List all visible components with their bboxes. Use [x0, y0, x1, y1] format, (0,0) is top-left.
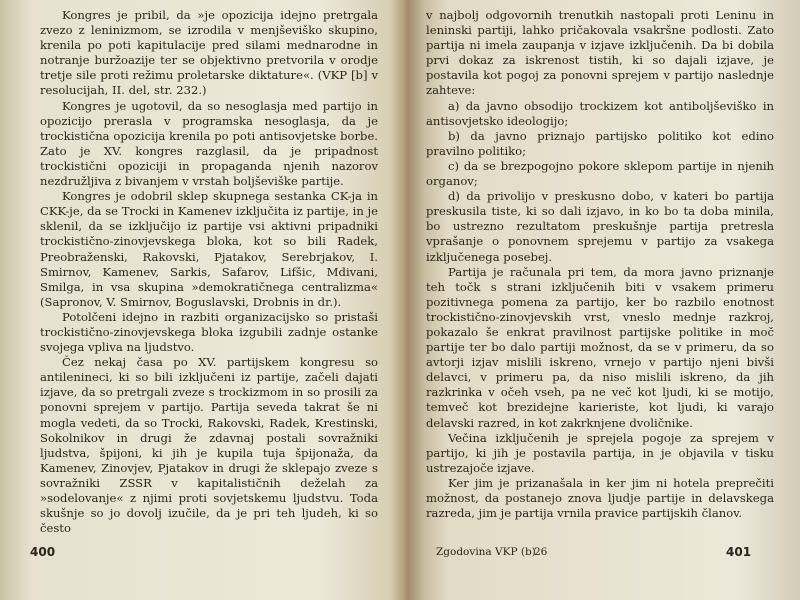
left-page	[40, 8, 378, 593]
list-item: c) da se brezpogojno pokore sklepom partije in njenih organov;	[426, 158, 774, 189]
continued-paragraph: v najbolj odgovornih trenutkih nastopali proti Leninu in leninski partiji, lahko pričakovala vsakršne podlosti. Zato partija ni imela zaupanja v izjave izključenih. Da bi dobila prvi dokaz za iskrenost tistih, ki so dajali izjave, je postavila kot pogoj za ponovni sprejem v partijo naslednje zahteve:	[426, 8, 774, 98]
signature-number: 26	[534, 546, 548, 558]
right-page	[426, 8, 774, 593]
paragraph: Večina izključenih je sprejela pogoje za sprejem v partijo, ki jih je postavila partija, in je objavila v tisku ustrezajoče izjave.	[426, 430, 774, 475]
paragraph: Ker jim je prizanašala in ker jim ni hotela preprečiti možnost, da postanejo znova ljudje partije in delavskega razreda, jim je partija vrnila pravice partijskih članov.	[426, 475, 774, 521]
page-number-right: 401	[726, 545, 752, 559]
list-item: a) da javno obsodijo trockizem kot antiboljševiško in antisovjetsko ideologijo;	[426, 98, 774, 128]
signature-title: Zgodovina VKP (b)	[436, 546, 536, 558]
paragraph: Kongres je odobril sklep skupnega sestanka CK-ja in CKK-je, da se Trocki in Kamenev izključita iz partije, in je sklenil, da se izključijo iz partije vsi aktivni pripadniki trockistično-zinovjevskega bloka, kot so bili Radek, Preobraženski, Rakovski, Pjatakov, Serebrjakov, I. Smirnov, Kamenev, Sarkis, Safarov, Lifšic, Mdivani, Smilga, in vsa skupina »demokratičnega centralizma« (Sapronov, V. Smirnov, Boguslavski, Drobnis in dr.).	[40, 189, 378, 309]
list-item: d) da privolijo v preskusno dobo, v kateri bo partija preskusila tiste, ki so dali izjavo, in ko bo ta doba minila, bo ustrezno rezultatom preskušnje partija pretresla vprašanje o ponovnem sprejemu v partijo za vsakega izključenega posebej.	[426, 189, 774, 264]
paragraph: Potolčeni idejno in razbiti organizacijsko so pristaši trockistično-zinovjevskega bloka izgubili zadnje ostanke svojega vpliva na ljudstvo.	[40, 309, 378, 355]
paragraph: Čez nekaj časa po XV. partijskem kongresu so antilenineci, ki so bili izključeni iz partije, začeli dajati izjave, da so pretrgali zveze s trockizmom in so prosili za ponovni sprejem v partijo. Partija seveda takrat še ni mogla vedeti, da so Trocki, Rakovski, Radek, Krestinski, Sokolnikov in drugi že zdavnaj postali sovražniki ljudstva, špijoni, ki jih je kupila tuja špijonaža, da Kamenev, Zinovjev, Pjatakov in drugi že sklepajo zveze s sovražniki ZSSR v kapitalističnih deželah za »sodelovanje« z njimi proti sovjetskemu ljudstvu. Toda skušnje so jo dovolj izučile, da je pri teh ljudeh, ki so često	[40, 355, 378, 536]
paragraph: Partija je računala pri tem, da mora javno priznanje teh točk s strani izključenih biti v vsakem primeru pozitivnega pomena za partijo, ker bo razbilo enotnost trockistično-zinovjevskih vrst, vneslo mednje razkroj, pokazalo še enkrat pravilnost partijske politike in moč partije ter bo dalo partiji možnost, da se v primeru, da so avtorji izjav mislili iskreno, vrnejo v partijo njeni bivši delavci, v primeru pa, da niso mislili iskreno, da jih razkrinka v očeh vseh, pa ne več kot ljudi, ki se motijo, temveč kot brezidejne karieriste, kot ljudi, ki varajo delavski razred, in kot zakrknjene dvoličnike.	[426, 264, 774, 430]
paragraph: Kongres je ugotovil, da so nesoglasja med partijo in opozicijo prerasla v programska nesoglasja, da je trockistična opozicija krenila po poti antisovjetske borbe. Zato je XV. kongres razglasil, da je pripadnost trockistični opoziciji in propaganda njenih nazorov nezdružljiva z bivanjem v vrstah boljševiške partije.	[40, 98, 378, 189]
list-item: b) da javno priznajo partijsko politiko kot edino pravilno politiko;	[426, 128, 774, 158]
paragraph: Kongres je pribil, da »je opozicija idejno pretrgala zvezo z leninizmom, se izrodila v menjševiško skupino, krenila po poti kapitulacije pred silami mednarodne in notranje buržoazije ter se objektivno pretvorila v orodje tretje sile proti režimu proletarske diktature«. (VKP [b] v resolucijah, II. del, str. 232.)	[40, 8, 378, 98]
page-number-left: 400	[30, 545, 56, 559]
